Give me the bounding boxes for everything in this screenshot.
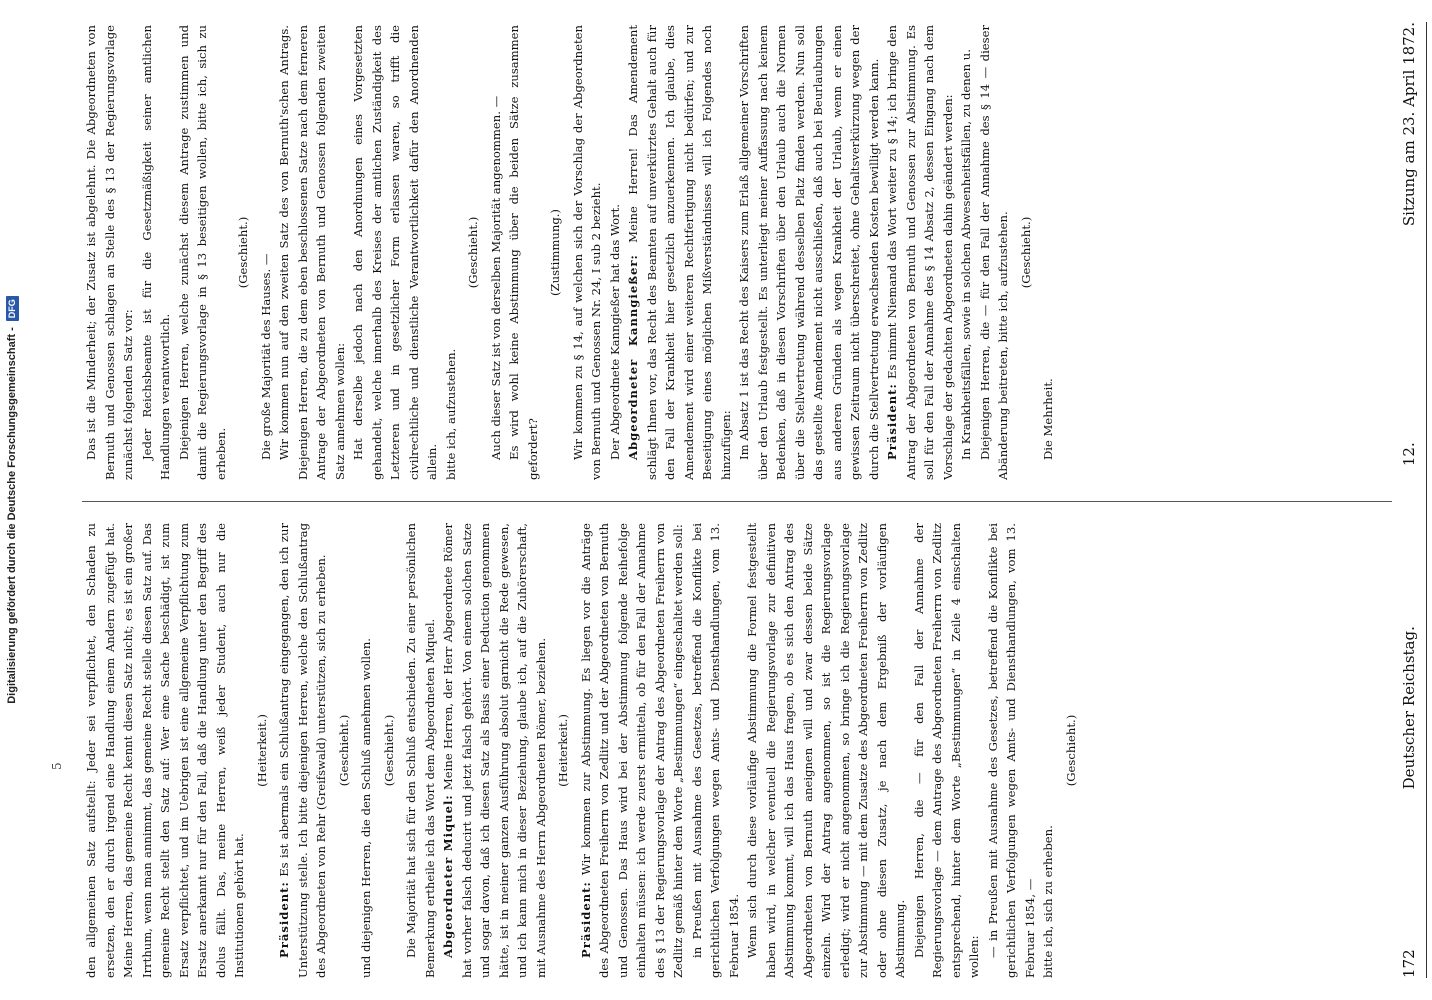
paragraph-text: (Geschieht.): [466, 216, 480, 289]
paragraph-text: — in Preußen mit Ausnahme des Gesetzes, betreffend die Konflikte bei gerichtlichen Verfolgungen wegen Amts- und Diensthandlungen, vom 13. Februar 1854, —: [985, 523, 1037, 978]
page-number: 172: [1400, 949, 1418, 978]
paragraph-text: Meine Herren! Das Amendement schlägt Ihnen vor, das Recht des Beamten auf unverkürztes Gehalt auch für den Fall der Krankheit hier gesetzlich anzuerkennen. Ich glaube, dies Amendement wird einer weiteren Rechtfertigung nicht bedürfen; und zur Beseitigung eines möglichen Mißverständnisses will ich Folgendes noch hinzufügen:: [626, 25, 733, 480]
paragraph-text: und diejenigen Herren, die den Schluß annehmen wollen.: [359, 638, 373, 978]
paragraph: [624, 25, 735, 480]
paragraph-text: bitte ich, sich zu erheben.: [1041, 825, 1055, 978]
paragraph: [257, 25, 276, 480]
paragraph: [957, 25, 976, 480]
scanned-page: [42, 0, 1432, 1000]
paragraph-text: Meine Herren, der Herr Abgeordnete Römer hat vorher falsch deducirt und jetzt falsch gehört. Von einem solchen Satze und sogar davon, daß ich diesen Satz als Basis einer Deduction genommen hätte, ist in meiner ganzen Ausführung absolut garnicht die Rede gewesen, und ich kann mich in dieser Beziehung, glaube ich, auf die Zuhörerschaft, mit Ausnahme des Herrn Abgeordneten Römer, beziehen.: [441, 523, 548, 978]
bottom-mark: 5: [50, 762, 64, 770]
paragraph-text: (Heiterkeit.): [254, 714, 269, 787]
paragraph: [883, 25, 957, 480]
paragraph-text: Es wird wohl keine Abstimmung über die beiden Sätze zusammen gefordert?: [507, 25, 540, 480]
left-text-column: [82, 523, 1392, 978]
paragraph: [138, 25, 175, 480]
page-header: [1400, 22, 1427, 978]
paragraph-text: Diejenigen Herren, die — für den Fall der Annahme des § 14 — dieser Abänderung beitreten, bitte ich, aufzustehen.: [977, 25, 1010, 480]
stage-direction: [380, 523, 399, 978]
session-title: Sitzung am 23. April 1872.: [1400, 22, 1418, 227]
stage-direction: [335, 523, 354, 978]
paragraph-text: (Geschieht.): [336, 714, 351, 787]
paragraph-text: (Geschieht.): [1063, 714, 1078, 787]
paragraph-text: Das ist die Minderheit; der Zusatz ist abgelehnt. Die Abgeordneten von Bernuth und Genossen schlagen an Stelle des § 13 der Regierungsvorlage zunächst folgenden Satz vor:: [84, 25, 135, 480]
paragraph: [402, 523, 439, 978]
paragraph-text: Hat derselbe jedoch nach den Anordnungen eines Vorgesetzten gehandelt, welche innerhalb des Kreises der amtlichen Zuständigkeit des Letzteren und in gesetzlicher Form erlassen waren, so trifft die civilrechtliche und dienstliche Verantwortlichkeit dafür den Anordnenden allein.: [351, 25, 439, 480]
paragraph-text: bitte ich, aufzustehen.: [443, 348, 458, 480]
speaker-name: Abgeordneter Miquel:: [441, 794, 455, 958]
column-divider: [82, 501, 1392, 502]
paragraph: [82, 25, 138, 480]
paragraph-text: Auch dieser Satz ist von derselben Majorität angenommen. —: [488, 95, 503, 460]
stage-direction: [253, 523, 272, 978]
speaker-name: Präsident:: [885, 383, 899, 460]
paragraph: [82, 523, 249, 978]
paragraph: [1039, 25, 1058, 480]
paragraph: [442, 25, 461, 480]
session-number: 12.: [1400, 442, 1418, 467]
digitization-credit-text: Digitalisierung gefördert durch die Deutsche Forschungsgemeinschaft -: [6, 327, 18, 704]
paragraph: [984, 523, 1040, 978]
paragraph-text: Diejenigen Herren, die — für den Fall der Annahme der Regierungsvorlage — dem Antrage des Abgeordneten Freiherrn von Zedlitz entsprechend, hinter dem Worte „Bestimmungen“ in Zeile 4 einschalten wollen:: [911, 523, 981, 978]
paragraph-text: Der Abgeordnete Kanngießer hat das Wort.: [607, 204, 622, 460]
paragraph: [743, 523, 910, 978]
paragraph: [275, 523, 331, 978]
paragraph-text: Wenn sich durch diese vorläufige Abstimmung die Formel festgestellt haben wird, in welcher eventuell die Regierungsvorlage zur definitiven Abstimmung kommt, will ich das Haus fragen, ob es sich den Antrag des Abgeordneten von Bernuth aneignen will und zwar dessen beide Sätze einzeln. Wird der Antrag angenommen, so ist die Regierungsvorlage erledigt; wird er nicht angenommen, so bringe ich die Regierungsvorlage zur Abstimmung — mit dem Zusatze des Abgeordneten Freiherrn von Zedlitz oder ohne diesen Zusatz, je nach dem Ergebniß der vorläufigen Abstimmung.: [745, 523, 907, 978]
paragraph-text: in Preußen mit Ausnahme des Gesetzes, betreffend die Konflikte bei gerichtlichen Verfolgungen wegen Amts- und Diensthandlungen, vom 13. Februar 1854.: [689, 523, 741, 978]
publication-title: Deutscher Reichstag.: [1400, 626, 1418, 790]
stage-direction: [234, 25, 253, 480]
paragraph-text: Die Majorität hat sich für den Schluß entschieden. Zu einer persönlichen Bemerkung ertheile ich das Wort dem Abgeordneten Miquel.: [404, 523, 437, 978]
stage-direction: [546, 25, 565, 480]
stage-direction: [554, 523, 573, 978]
paragraph-text: Im Absatz 1 ist das Recht des Kaisers zum Erlaß allgemeiner Vorschriften über den Urlaub festgestellt. Es unterliegt meiner Auffassung nach keinem Bedenken, daß in diesen Vorschriften über den Urlaub auch die Normen über die Stellvertretung während desselben Platz finden werden. Nun soll das gestellte Amendement nicht ausschließen, daß auch bei Beurlaubungen aus anderen Gründen als wegen Krankheit der Urlaub, wenn er einen gewissen Zeitraum nicht überschreitet, ohne Gehaltsverkürzung wegen der durch die Stellvertretung erwachsenden Kosten bewilligt werden kann.: [737, 25, 881, 480]
dfg-logo: DFG: [6, 296, 19, 321]
paragraph-text: den allgemeinen Satz aufstellt: Jeder sei verpflichtet, den Schaden zu ersetzen, den er durch irgend eine Handlung einem Andern zugefügt hat. Meine Herren, das gemeine Recht kennt diesen Satz nicht; es ist ein großer Irrthum, wenn man annimmt, das gemeine Recht stelle diesen Satz auf. Das gemeine Recht stellt den Satz auf: Wer eine Sache beschädigt, ist zum Ersatz verpflichtet, und im Uebrigen ist eine allgemeine Verpflichtung zum Ersatz anerkannt nur für den Fall, daß die Handlung unter den Begriff des dolus fällt. Das, meine Herren, weiß jeder Student, auch nur die Institutionen gehört hat.: [84, 523, 246, 978]
paragraph-text: Diejenigen Herren, welche zunächst diesem Antrage zustimmen und damit die Regierungsvorlage in § 13 beseitigen wollen, bitte ich, sich zu erheben.: [176, 25, 228, 480]
paragraph: [487, 25, 506, 480]
paragraph-text: (Heiterkeit.): [556, 714, 570, 787]
paragraph: [505, 25, 542, 480]
paragraph: [735, 25, 883, 480]
paragraph-text: Die Mehrheit.: [1041, 378, 1055, 460]
paragraph: [357, 523, 376, 978]
speaker-name: Präsident:: [277, 881, 291, 958]
paragraph-text: Die große Majorität des Hauses. —: [258, 253, 273, 460]
paragraph-text: (Geschieht.): [236, 216, 250, 289]
paragraph: [275, 25, 349, 480]
speaker-name: Abgeordneter Kanngießer:: [626, 254, 640, 460]
paragraph: [606, 25, 625, 480]
paragraph-text: In Krankheitsfällen, sowie in solchen Abwesenheitsfällen, zu denen u.: [959, 49, 973, 460]
paragraph: [569, 25, 606, 480]
paragraph-text: Es ist abermals ein Schlußantrag eingegangen, den ich zur Unterstützung stelle. Ich bitte diejenigen Herren, welche den Schlußantrag des Abgeordneten von Rehr (Greifswald) unterstützen, sich zu erheben.: [277, 523, 328, 978]
paragraph-text: (Geschieht.): [381, 714, 396, 787]
paragraph-text: Wir kommen zur Abstimmung. Es liegen vor die Anträge des Abgeordneten Freiherrn von Zedlitz und der Abgeordneten von Bernuth und Genossen. Das Haus wird bei der Abstimmung folgende Reihefolge einhalten müssen: ich werde zuerst ermitteln, ob für den Fall der Annahme des § 13 der Regierungsvorlage der Antrag des Abgeordneten Freiherrn von Zedlitz gemäß hinter dem Worte „Bestimmungen“ eingeschaltet werden soll:: [578, 523, 685, 978]
paragraph: [1039, 523, 1058, 978]
paragraph: [439, 523, 550, 978]
paragraph: [349, 25, 442, 480]
paragraph-text: Wir kommen nun auf den zweiten Satz des von Bernuth'schen Antrags. Diejenigen Herren, die zu dem eben beschlossenen Satze nach dem ferneren Antrage der Abgeordneten von Bernuth und Genossen folgenden zweiten Satz annehmen wollen:: [277, 25, 347, 480]
paragraph-text: (Geschieht.): [1018, 216, 1033, 289]
speaker-name: Präsident:: [578, 881, 593, 958]
paragraph: [910, 523, 984, 978]
paragraph-text: (Zustimmung.): [548, 209, 562, 296]
paragraph: [976, 25, 1013, 480]
paragraph-text: Wir kommen zu § 14, auf welchen sich der Vorschlag der Abgeordneten von Bernuth und Genossen Nr. 24, I sub 2 bezieht.: [570, 25, 603, 480]
stage-direction: [1062, 523, 1081, 978]
paragraph: [175, 25, 231, 480]
paragraph-text: Es nimmt Niemand das Wort weiter zu § 14; ich bringe den Antrag der Abgeordneten von Bernuth und Genossen zur Abstimmung. Es soll für den Fall der Annahme des § 14 Absatz 2, dessen Eingang nach dem Vorschlage der gedachten Abgeordneten dahin geändert werden:: [885, 25, 955, 480]
paragraph-text: Jeder Reichsbeamte ist für die Gesetzmäßigkeit seiner amtlichen Handlungen verantwortlich.: [139, 25, 172, 480]
paragraph: [577, 523, 688, 978]
paragraph: [688, 523, 744, 978]
right-text-column: [82, 25, 1392, 480]
stage-direction: [464, 25, 483, 480]
stage-direction: [1017, 25, 1036, 480]
digitization-credit: [4, 40, 20, 960]
